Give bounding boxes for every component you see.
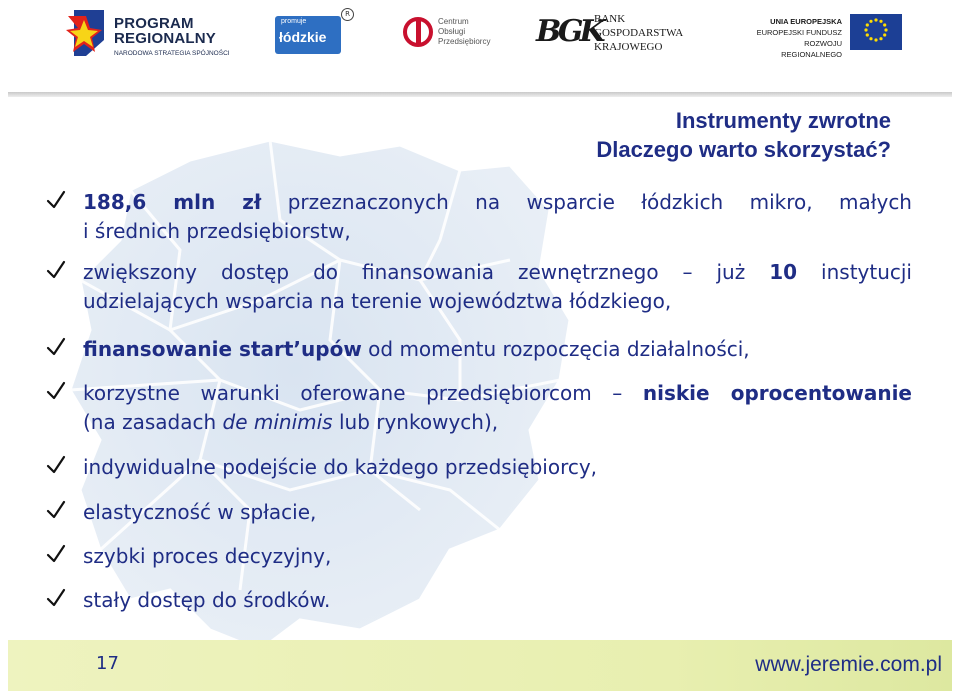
program-subtext: NARODOWA STRATEGIA SPÓJNOŚCI xyxy=(114,50,230,57)
institutions-count: 10 xyxy=(769,260,798,284)
checkmark-icon xyxy=(46,190,66,210)
checkmark-icon xyxy=(46,260,66,280)
promuje-lodzkie-logo: promuje łódzkie R xyxy=(275,8,355,56)
checkmark-icon xyxy=(46,588,66,608)
centrum-obslugi-logo: Centrum Obsługi Przedsiębiorcy xyxy=(402,14,498,54)
website-link[interactable]: www.jeremie.com.pl xyxy=(755,653,942,676)
slide-subtitle: Dlaczego warto skorzystać? xyxy=(596,137,891,162)
checkmark-icon xyxy=(46,381,66,401)
program-regionalny-logo xyxy=(64,6,244,62)
slide-title: Instrumenty zwrotne xyxy=(675,108,891,133)
checkmark-icon xyxy=(46,337,66,357)
bgk-monogram: BGK xyxy=(536,14,602,49)
centrum-circle-icon xyxy=(402,16,434,48)
checkmark-icon xyxy=(46,544,66,564)
program-text: PROGRAM REGIONALNY xyxy=(114,15,217,47)
eu-logo: UNIA EUROPEJSKA EUROPEJSKI FUNDUSZ ROZWOJU REGIONALNEGO xyxy=(742,14,902,54)
page-number: 17 xyxy=(96,653,119,674)
bgk-logo: BGK BANK GOSPODARSTWA KRAJOWEGO xyxy=(536,13,684,53)
eu-flag-icon xyxy=(850,14,902,50)
checkmark-icon xyxy=(46,455,66,475)
logo-header xyxy=(0,0,960,92)
star-icon xyxy=(64,6,110,60)
funding-amount: 188,6 mln zł xyxy=(83,190,262,214)
checkmark-icon xyxy=(46,500,66,520)
header-divider xyxy=(8,92,952,97)
